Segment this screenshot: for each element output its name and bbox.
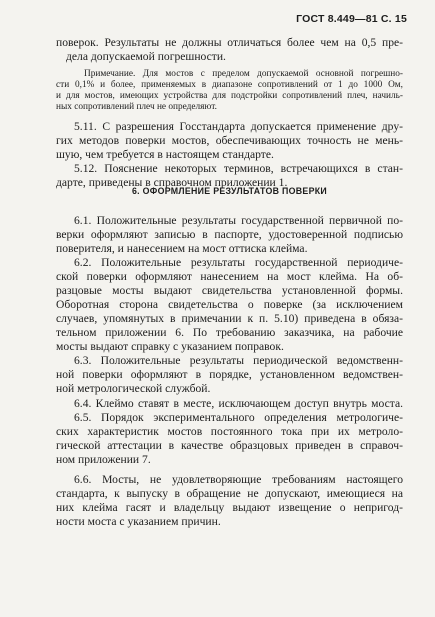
note-line: Примечание. Для мостов с пределом допускаемой основной погрешно- [84, 69, 403, 79]
text-line: ной метрологической службой. [56, 382, 211, 395]
note-line: и для мостов, имеющих устройства для подстройки сопротивлений плеч, начиль- [56, 91, 403, 101]
page-header: ГОСТ 8.449—81 С. 15 [296, 13, 407, 25]
text-line: стандарта, к выпуску в обращение не допускают, имеющиеся на [56, 487, 403, 500]
text-line: случаев, упомянутых в примечании к п. 5.10) приведена в обяза- [56, 312, 403, 325]
note-line: сти 0,1% и более, применяемых в диапазоне сопротивлений от 1 до 1000 Ом, [56, 80, 403, 90]
text-line: гической аттестации в качестве образцовых приведен в справоч- [56, 439, 403, 452]
text-line: дарте, приведены в справочном приложении 1. [56, 176, 288, 189]
text-line: ской поверки оформляют нанесением на мост клейма. На об- [56, 270, 403, 283]
text-line: 6.3. Положительные результаты периодической ведомственн- [74, 354, 403, 367]
text-line: поверок. Результаты не должны отличаться более чем на 0,5 пре- [56, 36, 403, 49]
text-line: ной поверки оформляют в порядке, установленном ведомствен- [56, 368, 403, 381]
section-title: 6. ОФОРМЛЕНИЕ РЕЗУЛЬТАТОВ ПОВЕРКИ [131, 186, 328, 196]
text-line: Оборотная сторона свидетельства о поверке (за исключением [56, 298, 403, 311]
text-line: тельном приложении 6. По требованию заказчика, на рабочие [56, 326, 403, 339]
text-line: 5.12. Пояснение некоторых терминов, встречающихся в стан- [74, 162, 403, 175]
text-line: 6.6. Мосты, не удовлетворяющие требованиям настоящего [74, 473, 403, 486]
text-line: ских характеристик мостов постоянного тока при их метроло- [56, 425, 403, 438]
text-line: разцовые мосты выдают свидетельства установленной формы. [56, 284, 403, 297]
text-line: поверителя, и нанесением на мост оттиска клейма. [56, 242, 308, 255]
text-line: 6.5. Порядок экспериментального определения метрологиче- [74, 411, 403, 424]
text-line: 5.11. С разрешения Госстандарта допускается применение дру- [74, 120, 403, 133]
text-line: шую, чем требуется в настоящем стандарте. [56, 148, 274, 161]
text-line: 6.2. Положительные результаты государственной периодиче- [74, 256, 403, 269]
text-line: мосты выдают справку с указанием поправок. [56, 340, 284, 353]
text-line: ном приложении 7. [56, 453, 151, 466]
text-line: 6.1. Положительные результаты государственной первичной по- [74, 214, 403, 227]
text-line: верки оформляют записью в паспорте, удостоверенной подписью [56, 228, 403, 241]
text-line: дела допускаемой погрешности. [66, 50, 226, 63]
text-line: ности моста с указанием причин. [56, 515, 221, 528]
note-line: ных сопротивлений плеч не определяют. [56, 102, 217, 112]
text-line: 6.4. Клеймо ставят в месте, исключающем доступ внутрь моста. [74, 397, 403, 410]
text-line: гих методов поверки мостов, обеспечивающих точность не мень- [56, 134, 403, 147]
text-line: них клейма гасят и владельцу выдают извещение о непригод- [56, 501, 403, 514]
